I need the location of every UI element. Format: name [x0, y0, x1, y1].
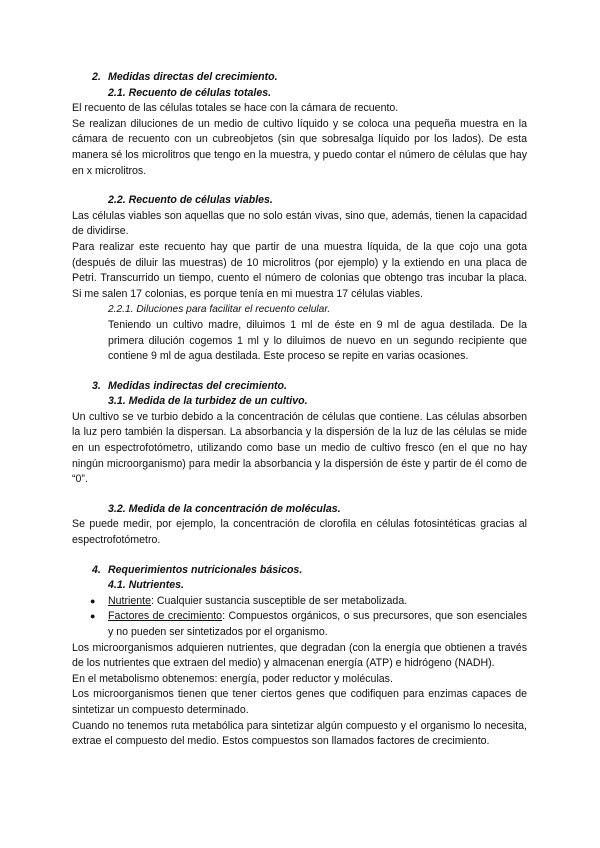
paragraph-3-2: Se puede medir, por ejemplo, la concentración de clorofila en células fotosintéticas gracias al espectrofotómetro. — [72, 518, 527, 547]
paragraph-4-1-d: Cuando no tenemos ruta metabólica para sintetizar algún compuesto y el organismo lo necesita, extrae el compuesto del medio. Estos compuestos son llamados factores de crecimiento. — [72, 719, 527, 748]
paragraph-2-2-b: Para realizar este recuento hay que partir de una muestra líquida, de la que cojo una gota (después de diluir las muestras) de 10 microlitros (por ejemplo) y la extiendo en una placa de Petri. Transcurrido un tiempo, cuento el número de colonias que obtengo tras incubar la placa. Si me salen 17 colonias, es porque tenía en mi muestra 17 células viables. — [72, 240, 527, 300]
bullet-icon: ● — [90, 595, 96, 606]
bullet-icon: ● — [90, 611, 96, 622]
list-item-factores — [72, 609, 527, 640]
subsection-3-1-heading: 3.1. Medida de la turbidez de un cultivo. — [108, 395, 308, 408]
paragraph-2-1-b: Se realizan diluciones de un medio de cultivo líquido y se coloca una pequeña muestra en la cámara de recuento con un cubreobjetos (sin que sobresalga líquido por los lados). De esta manera sé los microlitros que tengo en la muestra, y puedo contar el número de células que hay en x microlitros. — [72, 117, 527, 177]
paragraph-4-1-b: En el metabolismo obtenemos: energía, poder reductor y moléculas. — [72, 672, 393, 685]
list-item-nutriente — [72, 594, 527, 610]
subsection-3-2-heading: 3.2. Medida de la concentración de moléculas. — [108, 502, 341, 515]
subsection-2-2-heading: 2.2. Recuento de células viables. — [108, 194, 273, 207]
section-3-heading — [72, 379, 527, 395]
subsection-2-1-heading: 2.1. Recuento de células totales. — [108, 86, 272, 99]
paragraph-2-2-1: Teniendo un cultivo madre, diluimos 1 ml de éste en 9 ml de agua destilada. De la primera dilución cogemos 1 ml y lo diluimos de nuevo en un segundo recipiente que contiene 9 ml de agua destilada. Este proceso se repite en varias ocasiones. — [108, 318, 527, 363]
section-4-title: Requerimientos nutricionales básicos. — [108, 563, 303, 576]
section-2-number: 2. — [92, 71, 101, 83]
section-4-heading — [72, 563, 527, 579]
section-4-number: 4. — [92, 563, 101, 576]
section-3-title: Medidas indirectas del crecimiento. — [108, 379, 287, 392]
paragraph-4-1-a: Los microorganismos adquieren nutrientes, que degradan (con la energía que obtienen a través de los nutrientes que extraen del medio) y almacenan energía (ATP) e hidrógeno (NADH). — [72, 641, 527, 670]
subsection-2-2-1-heading: 2.2.1. Diluciones para facilitar el recuento celular. — [108, 304, 331, 316]
section-3-number: 3. — [92, 379, 101, 392]
definition-factores-crecimiento: : Compuestos orgánicos, o sus precursores, que son esenciales y no pueden ser sintetizados por el organismo. — [108, 610, 528, 638]
definition-nutriente: : Cualquier sustancia susceptible de ser metabolizada. — [151, 594, 408, 607]
term-nutriente: Nutriente — [108, 594, 151, 607]
paragraph-2-1-a: El recuento de las células totales se hace con la cámara de recuento. — [72, 102, 399, 115]
subsection-4-1-heading: 4.1. Nutrientes. — [108, 579, 184, 592]
term-factores-crecimiento: Factores de crecimiento — [108, 610, 223, 623]
paragraph-2-2-a: Las células viables son aquellas que no solo están vivas, sino que, además, tienen la capacidad de dividirse. — [72, 209, 527, 238]
section-2-title: Medidas directas del crecimiento. — [108, 71, 278, 83]
nutrient-definitions-list — [72, 594, 527, 641]
paragraph-3-1: Un cultivo se ve turbio debido a la concentración de células que contiene. Las células absorben la luz pero también la dispersan. La absorbancia y la dispersión de la luz de las células se mide en un espectrofotómetro, utilizando como base un medio de cultivo fresco (en el que no hay ningún microorganismo) para medir la absorbancia y la dispersión de éste y partir de él como de “0”. — [72, 410, 527, 486]
section-2-heading — [72, 70, 527, 86]
document-page — [72, 70, 527, 750]
paragraph-4-1-c: Los microorganismos tienen que tener ciertos genes que codifiquen para enzimas capaces de sintetizar un compuesto determinado. — [72, 688, 527, 716]
